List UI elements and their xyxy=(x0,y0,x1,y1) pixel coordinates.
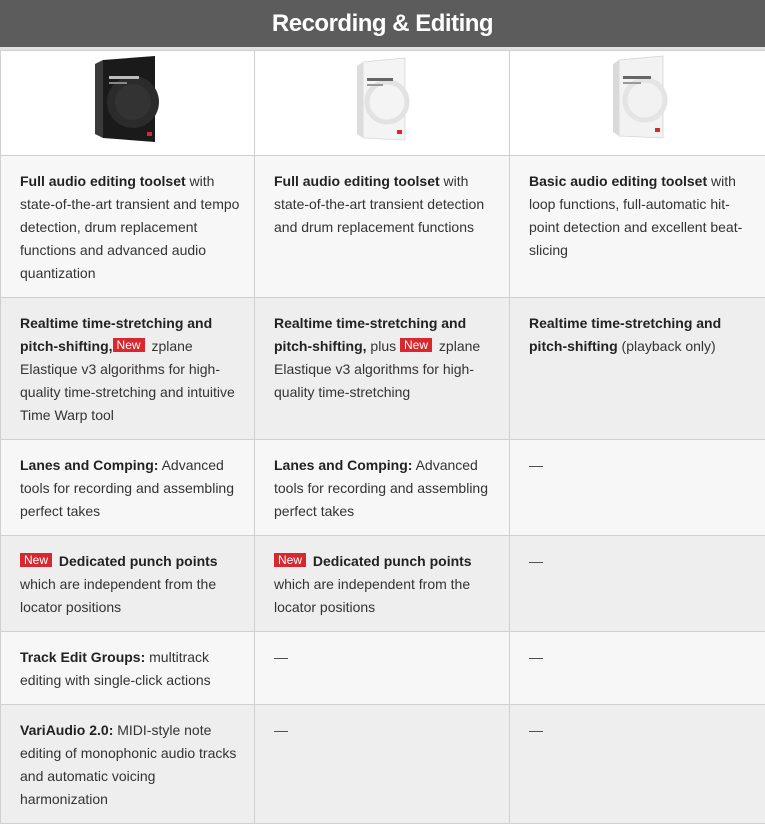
feature-title: Dedicated punch points xyxy=(59,553,218,569)
feature-row xyxy=(1,156,765,298)
feature-title: VariAudio 2.0: xyxy=(20,722,113,738)
feature-desc: zplane Elastique v3 algorithms for high-quality time-stretching xyxy=(274,338,480,400)
feature-title: Basic audio editing toolset xyxy=(529,173,707,189)
feature-cell-pro xyxy=(1,156,255,298)
feature-desc: MIDI-style note editing of monophonic audio tracks and automatic voicing harmonization xyxy=(20,722,236,807)
feature-title: Dedicated punch points xyxy=(313,553,472,569)
feature-cell-artist xyxy=(255,440,510,536)
product-image-row xyxy=(1,51,765,156)
feature-desc: (playback only) xyxy=(618,338,716,354)
feature-title: Full audio editing toolset xyxy=(274,173,440,189)
feature-desc: Advanced tools for recording and assembling perfect takes xyxy=(20,457,234,519)
feature-cell-pro xyxy=(1,536,255,632)
feature-cell-elements xyxy=(510,298,765,440)
feature-cell-artist xyxy=(255,632,510,705)
feature-cell-artist xyxy=(255,536,510,632)
not-available-dash: — xyxy=(529,722,543,738)
not-available-dash: — xyxy=(529,649,543,665)
feature-title: Realtime time-stretching and pitch-shifting, xyxy=(274,315,466,354)
feature-title: Realtime time-stretching and pitch-shifting xyxy=(529,315,721,354)
feature-row xyxy=(1,298,765,440)
product-cell-artist xyxy=(255,51,510,156)
feature-row xyxy=(1,536,765,632)
product-cell-elements xyxy=(510,51,765,156)
feature-desc: multitrack editing with single-click actions xyxy=(20,649,211,688)
feature-cell-elements xyxy=(510,536,765,632)
feature-desc: zplane Elastique v3 algorithms for high-quality time-stretching and intuitive Time Warp tool xyxy=(20,338,235,423)
not-available-dash: — xyxy=(274,649,288,665)
section-header xyxy=(0,0,765,50)
feature-cell-artist xyxy=(255,705,510,824)
feature-cell-pro xyxy=(1,705,255,824)
feature-desc: with loop functions, full-automatic hit-point detection and excellent beat-slicing xyxy=(529,173,742,258)
feature-desc: which are independent from the locator positions xyxy=(274,576,470,615)
product-cell-pro xyxy=(1,51,255,156)
feature-desc: with state-of-the-art transient and tempo detection, drum replacement functions and advanced audio quantization xyxy=(20,173,239,281)
cubase-pro-box-image xyxy=(83,54,173,146)
feature-cell-artist xyxy=(255,298,510,440)
feature-cell-artist xyxy=(255,156,510,298)
feature-row xyxy=(1,632,765,705)
feature-cell-elements xyxy=(510,705,765,824)
feature-cell-pro xyxy=(1,298,255,440)
new-badge: New xyxy=(20,553,52,567)
feature-desc: which are independent from the locator positions xyxy=(20,576,216,615)
feature-cell-pro xyxy=(1,632,255,705)
feature-cell-pro xyxy=(1,440,255,536)
feature-title: Track Edit Groups: xyxy=(20,649,145,665)
feature-row xyxy=(1,440,765,536)
section-title: Recording & Editing xyxy=(272,10,493,38)
not-available-dash: — xyxy=(529,553,543,569)
feature-title: Full audio editing toolset xyxy=(20,173,186,189)
feature-desc: with state-of-the-art transient detection and drum replacement functions xyxy=(274,173,484,235)
feature-row xyxy=(1,705,765,824)
feature-table xyxy=(0,50,765,824)
feature-title: Lanes and Comping: xyxy=(274,457,412,473)
feature-cell-elements xyxy=(510,440,765,536)
feature-title: Lanes and Comping: xyxy=(20,457,158,473)
feature-desc: Advanced tools for recording and assembling perfect takes xyxy=(274,457,488,519)
not-available-dash: — xyxy=(274,722,288,738)
new-badge: New xyxy=(274,553,306,567)
new-badge: New xyxy=(113,338,145,352)
feature-desc: plus xyxy=(367,338,400,354)
cubase-artist-box-image xyxy=(337,54,427,146)
feature-title: Realtime time-stretching and pitch-shifting, xyxy=(20,315,212,354)
not-available-dash: — xyxy=(529,457,543,473)
cubase-elements-box-image xyxy=(593,54,683,146)
feature-cell-elements xyxy=(510,156,765,298)
feature-cell-elements xyxy=(510,632,765,705)
new-badge: New xyxy=(400,338,432,352)
